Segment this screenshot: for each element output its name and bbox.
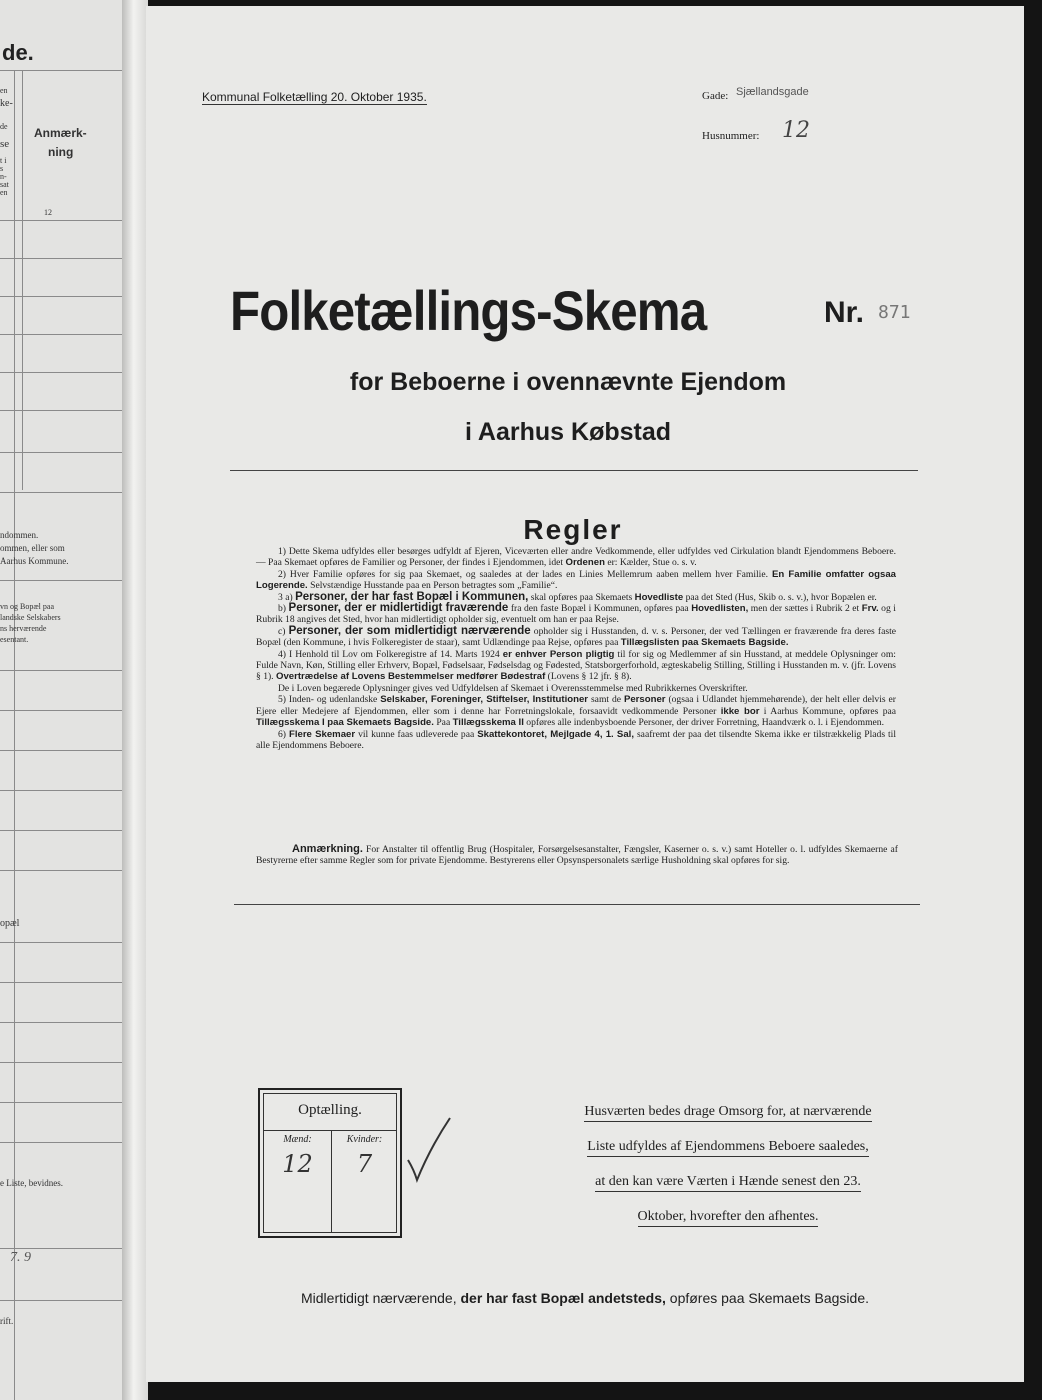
prev-side-handwriting: 7. 9 [10,1250,31,1265]
prev-col-fragment: de [0,122,8,131]
count-box-title: Optælling. [298,1102,362,1118]
prev-side-text: ns herværende [0,624,47,633]
prev-side-text: Aarhus Kommune. [0,556,69,566]
prev-side-text: rift. [0,1316,14,1326]
prev-col-fragment: t i [0,156,7,165]
prev-col-fragment: en [0,86,8,95]
checkmark-icon [404,1114,454,1186]
women-label: Kvinder: [346,1134,383,1145]
prev-side-text: e Liste, bevidnes. [0,1178,63,1188]
divider [230,470,918,471]
footer-note: Midlertidigt nærværende, der har fast Bopæl andetsteds, opføres paa Skemaets Bagside. [300,1290,870,1306]
prev-side-text: ndommen. [0,530,39,540]
prev-side-text: vn og Bopæl paa [0,602,54,611]
house-number-value: 12 [782,118,810,143]
anmaerkning-header-2: ning [48,145,74,159]
street-value: Sjællandsgade [736,86,809,98]
form-number-label: Nr. [824,296,865,329]
census-title: Kommunal Folketælling 20. Oktober 1935. [202,90,427,104]
divider [234,904,920,905]
prev-col-fragment: ke- [0,98,13,109]
men-count: 12 [282,1150,313,1178]
landlord-notice: Husværten bedes drage Omsorg for, at nærværende Liste udfyldes af Ejendommens Beboere saaledes, at den kan være Værten i Hænde senest den 23. Oktober, hvorefter den afhentes. [556,1094,900,1234]
rules-heading: Regler [523,514,623,545]
prev-col-fragment: s [0,164,4,173]
prev-side-text: ommen, eller som [0,543,65,553]
note-text: Anmærkning. For Anstalter til offentlig Brug (Hospitaler, Forsørgelsesanstalter, Fængsler, Kaserner o. s. v.) samt Hoteller o. l. udfyldes Skemaerne af Bestyrerne efter samme Regler som for private Ejendomme. Bestyrerens eller Opsynspersonalets særlige Husholdning skal opføres for sig. [256,843,898,867]
street-label: Gade: [702,90,729,102]
form-location: i Aarhus Købstad [464,418,672,446]
women-count: 7 [356,1150,373,1178]
form-number-value: 871 [878,302,911,323]
prev-side-text: landske Selskabers [0,613,61,622]
prev-col-fragment: en [0,188,8,197]
anmaerkning-header: Anmærk- [34,126,87,140]
prev-col-fragment: n- [0,172,7,181]
prev-col-fragment: sat [0,180,9,189]
prev-side-text: esentant. [0,635,29,644]
prev-side-text: opæl [0,918,20,929]
rules-text: 1) Dette Skema udfyldes eller besørges udfyldt af Ejeren, Viceværten eller andre Vedkommende, eller udfyldes ved Cirkulation blandt Ejendommens Beboere. — Paa Skemaet opføres de Familier og Personer, der findes i Ejendommen, idet Ordenen er: Kælder, Stue o. s. v. 2) Hver Familie opføres for sig paa Skemaet, og saaledes at der lades en Linies Mellemrum aaben mellem hver Familie. En Familie omfatter ogsaa Logerende. Selvstændige Husstande paa en Person betragtes som „Familie“. 3 a) Personer, der har fast Bopæl i Kommunen, skal opføres paa Skemaets Hovedliste paa det Sted (Hus, Skib o. s. v.), hvor Bopælen er. b) Personer, der er midlertidigt fraværende fra den faste Bopæl i Kommunen, opføres paa Hovedlisten, men der sættes i Rubrik 2 et Frv. og i Rubrik 18 angives det Sted, hvor han midlertidigt opholder sig, eventuelt om han er paa Rejse. c) Personer, der som midlertidigt nærværende opholder sig i Husstanden, d. v. s. Personer, der ved Tællingen er fraværende fra deres faste Bopæl (den Kommune, i hvis Folkeregister de staar), samt Udlændinge paa Rejse, opføres paa Tillægslisten paa Skemaets Bagside. 4) I Henhold til Lov om Folkeregistre af 14. Marts 1924 er enhver Person pligtig til for sig og Medlemmer af sin Husstand, at meddele Oplysninger om: Fulde Navn, Køn, Stilling eller Erhverv, Bopæl, Fødselsaar, Fødselsdag og Fødested, Statsborgerforhold, ægteskabelig Stilling, Stilling i Husstanden m. v. (jfr. Lovens § 1). Overtrædelse af Lovens Bestemmelser medfører Bødestraf (Lovens § 12 jfr. § 8). De i Loven begærede Oplysninger gives ved Udfyldelsen af Skemaet i Overensstemmelse med Rubrikkernes Overskrifter. 5) Inden- og udenlandske Selskaber, Foreninger, Stiftelser, Institutioner samt de Personer (ogsaa i Udlandet hjemmehørende), der helt eller delvis er Ejere eller Medejere af Ejendommen, eller som i denne har Forretningslokale, forsaavidt vedkommende Personer ikke bor i Aarhus Kommune, opføres paa Tillægsskema I paa Skemaets Bagside. Paa Tillægsskema II opføres alle indenbysboende Personer, der driver Forretning, Haandværk o. l. i Ejendommen. 6) Flere Skemaer vil kunne faas udleverede paa Skattekontoret, Mejlgade 4, 1. Sal, saafremt der paa det tilsendte Skema ikke er tilstrækkelig Plads til alle Ejendommens Beboere. [256,546,897,751]
previous-page-heading: de. [2,40,34,65]
column-number: 12 [44,208,52,217]
count-box [258,1088,402,1238]
prev-col-fragment: se [0,138,10,150]
note-label: Anmærkning. [292,843,363,855]
form-subtitle: for Beboerne i ovennævnte Ejendom [349,368,787,396]
house-number-label: Husnummer: [702,130,760,142]
census-form-page [146,6,1024,1382]
book-spine [122,0,148,1400]
form-title: Folketællings-Skema [230,279,707,342]
men-label: Mænd: [283,1134,312,1145]
previous-page-edge [0,0,122,1400]
